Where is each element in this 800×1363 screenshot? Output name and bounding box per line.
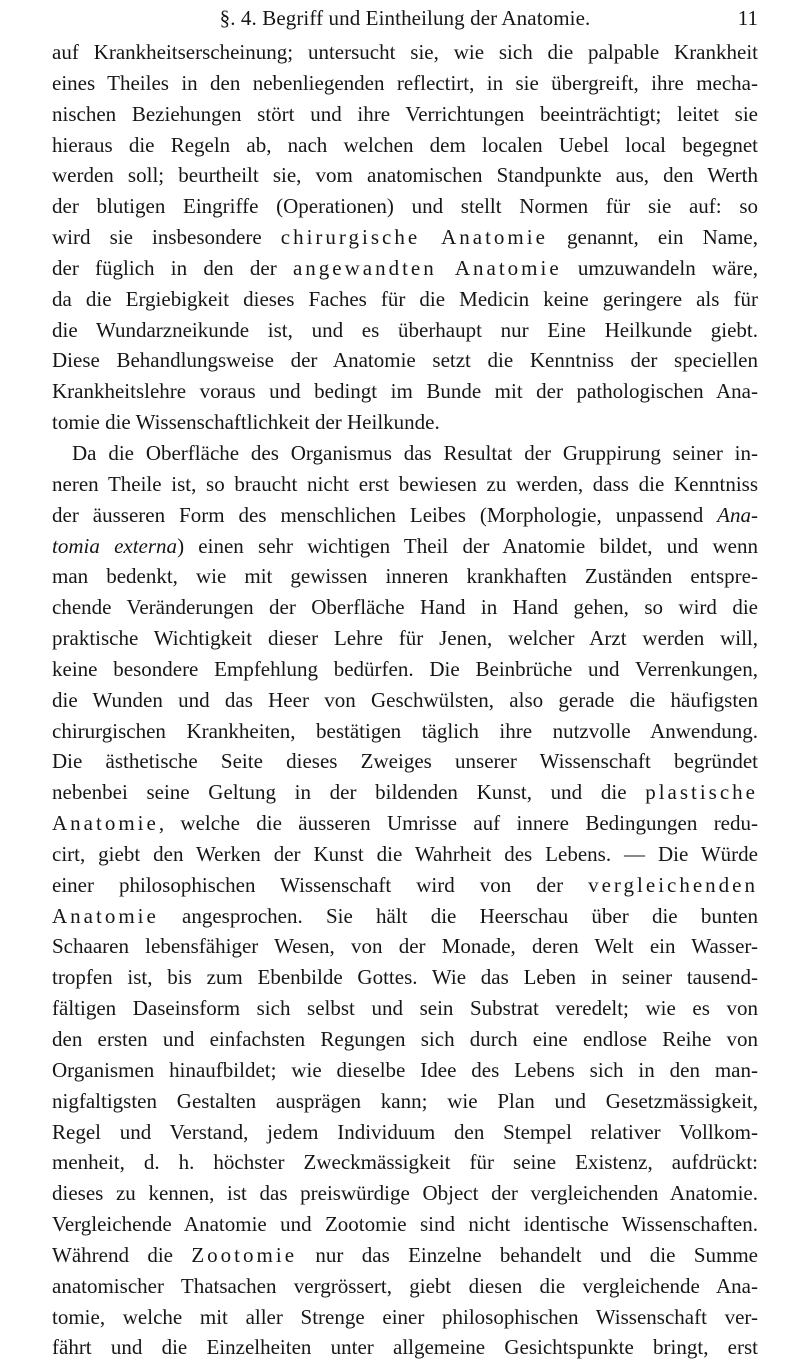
text-line — [52, 901, 758, 932]
text-line: menheit, d. h. höchster Zweckmässigkeit für seine Existenz, aufdrückt: — [52, 1150, 758, 1175]
text-line: den ersten und einfachsten Regungen sich durch eine endlose Reihe von — [52, 1027, 758, 1051]
text-run: nur das Einzelne behandelt und die Summe — [297, 1242, 758, 1267]
body-text — [52, 37, 758, 1363]
text-line: tomie die Wissenschaftlichkeit der Heilkunde. — [52, 410, 440, 435]
text-line — [52, 777, 758, 808]
text-line: Vergleichende Anatomie und Zootomie sind nicht identische Wissenschaften. — [52, 1212, 758, 1237]
text-run: der füglich in den der — [52, 255, 293, 280]
text-line: Krankheitslehre voraus und bedingt im Bunde mit der pathologischen Ana- — [52, 379, 758, 404]
text-line: auf Krankheitserscheinung; untersucht sie, wie sich die palpable Krankheit — [52, 40, 758, 64]
running-title: §. 4. Begriff und Eintheilung der Anatomie. — [219, 6, 591, 30]
text-line: chirurgischen Krankheiten, bestätigen täglich ihre nutzvolle Anwendung. — [52, 718, 758, 743]
spaced-term-anatomie: Anatomie — [52, 811, 159, 836]
italic-term: tomia externa — [52, 533, 178, 558]
text-run: einer philosophischen Wissenschaft wird von der — [52, 872, 589, 897]
text-line: man bedenkt, wie mit gewissen inneren krankhaften Zuständen entspre- — [52, 564, 758, 589]
text-line: keine besondere Empfehlung bedürfen. Die Beinbrüche und Verrenkungen, — [52, 656, 758, 681]
text-run: genannt, ein Name, — [547, 225, 759, 250]
text-run: umzuwandeln wäre, — [561, 255, 758, 280]
text-run: Während die — [52, 1242, 192, 1267]
text-line: cirt, giebt den Werken der Kunst die Wahrheit des Lebens. — Die Würde — [52, 841, 758, 866]
spaced-term-zootomie: Zootomie — [191, 1242, 298, 1267]
text-line: der blutigen Eingriffe (Operationen) und stellt Normen für sie auf: so — [52, 194, 758, 219]
text-run: ) einen sehr wichtigen Theil der Anatomie bildet, und wenn — [177, 533, 759, 558]
text-run: wird sie insbesondere — [52, 225, 281, 250]
text-line: da die Ergiebigkeit dieses Faches für die Medicin keine geringere als für — [52, 286, 758, 311]
text-line: Die ästhetische Seite dieses Zweiges unserer Wissenschaft begründet — [52, 749, 758, 774]
text-line: nigfaltigsten Gestalten ausprägen kann; wie Plan und Gesetzmässigkeit, — [52, 1088, 758, 1113]
spaced-term-angewandten-anatomie: angewandten Anatomie — [292, 255, 562, 280]
text-line: neren Theile ist, so braucht nicht erst bewiesen zu werden, dass die Kenntniss — [52, 471, 758, 496]
text-line: dieses zu kennen, ist das preiswürdige Object der vergleichenden Anatomie. — [52, 1181, 758, 1206]
text-line: Organismen hinaufbildet; wie dieselbe Idee des Lebens sich in den man- — [52, 1057, 758, 1082]
italic-term: Ana- — [717, 502, 758, 527]
text-line: werden soll; beurtheilt sie, vom anatomischen Standpunkte aus, den Werth — [52, 163, 758, 188]
text-line — [52, 253, 758, 284]
spaced-term-vergleichenden: vergleichenden — [588, 872, 758, 897]
text-line — [52, 500, 758, 531]
spaced-term-anatomie: Anatomie — [52, 903, 159, 928]
text-line — [52, 808, 758, 839]
text-run: angesprochen. Sie hält die Heerschau über die bunten — [158, 903, 758, 928]
text-line: praktische Wichtigkeit dieser Lehre für Jenen, welcher Arzt werden will, — [52, 626, 758, 651]
text-run: , welche die äusseren Umrisse auf innere Bedingungen redu- — [158, 811, 758, 836]
text-line: anatomischer Thatsachen vergrössert, giebt diesen die vergleichende Ana- — [52, 1273, 758, 1298]
text-line: tropfen ist, bis zum Ebenbilde Gottes. Wie das Leben in seiner tausend- — [52, 965, 758, 990]
text-line: Da die Oberfläche des Organismus das Resultat der Gruppirung seiner in- — [72, 440, 758, 465]
text-line: Schaaren lebensfähiger Wesen, von der Monade, deren Welt ein Wasser- — [52, 934, 758, 959]
text-line: Regel und Verstand, jedem Individuum den Stempel relativer Vollkom- — [52, 1119, 758, 1144]
spaced-term-chirurgische-anatomie: chirurgische Anatomie — [280, 225, 548, 250]
text-run: nebenbei seine Geltung in der bildenden Kunst, und die — [52, 780, 646, 805]
text-line: die Wundarzneikunde ist, und es überhaupt nur Eine Heilkunde giebt. — [52, 317, 758, 342]
text-line — [52, 1240, 758, 1271]
text-line — [52, 222, 758, 253]
text-line — [52, 870, 758, 901]
running-head — [52, 6, 758, 36]
text-line: fältigen Daseinsform sich selbst und sein Substrat veredelt; wie es von — [52, 996, 758, 1021]
text-line: chende Veränderungen der Oberfläche Hand in Hand gehen, so wird die — [52, 595, 758, 620]
text-line: fährt und die Einzelheiten unter allgemeine Gesichtspunkte bringt, erst — [52, 1335, 758, 1360]
text-line — [52, 531, 758, 562]
text-line: die Wunden und das Heer von Geschwülsten, also gerade die häufigsten — [52, 687, 758, 712]
text-run: der äusseren Form des menschlichen Leibes (Morphologie, unpassend — [52, 502, 718, 527]
text-line: eines Theiles in den nebenliegenden reflectirt, in sie übergreift, ihre mecha- — [52, 70, 758, 95]
text-line: Diese Behandlungsweise der Anatomie setzt die Kenntniss der speciellen — [52, 348, 758, 373]
spaced-term-plastische: plastische — [645, 780, 758, 805]
page-number: 11 — [737, 6, 758, 30]
text-line: nischen Beziehungen stört und ihre Verrichtungen beeinträchtigt; leitet sie — [52, 101, 758, 126]
text-line: hieraus die Regeln ab, nach welchen dem localen Uebel local begegnet — [52, 132, 758, 157]
text-line: tomie, welche mit aller Strenge einer philosophischen Wissenschaft ver- — [52, 1304, 758, 1329]
